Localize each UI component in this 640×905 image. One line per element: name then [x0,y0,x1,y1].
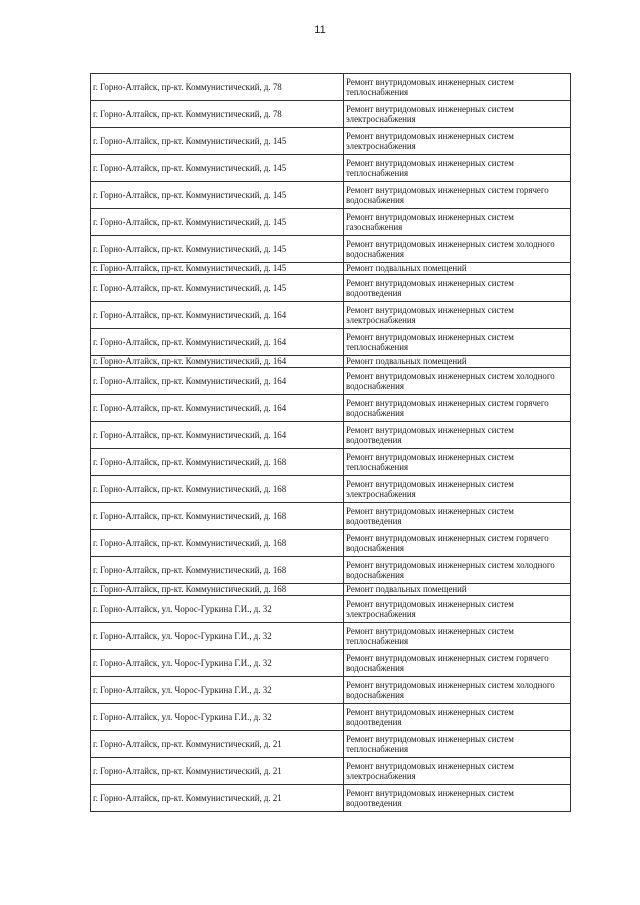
address-cell: г. Горно-Алтайск, ул. Чорос-Гуркина Г.И., д. 32 [91,704,344,731]
address-cell: г. Горно-Алтайск, пр-кт. Коммунистический, д. 164 [91,329,344,356]
work-type-cell: Ремонт внутридомовых инженерных систем электроснабжения [344,596,571,623]
work-type-cell: Ремонт внутридомовых инженерных систем электроснабжения [344,758,571,785]
address-cell: г. Горно-Алтайск, пр-кт. Коммунистический, д. 164 [91,302,344,329]
table-row [91,584,571,596]
table-row [91,236,571,263]
table-row [91,302,571,329]
work-type-cell: Ремонт внутридомовых инженерных систем теплоснабжения [344,155,571,182]
address-cell: г. Горно-Алтайск, пр-кт. Коммунистический, д. 168 [91,503,344,530]
address-cell: г. Горно-Алтайск, пр-кт. Коммунистический, д. 168 [91,557,344,584]
address-cell: г. Горно-Алтайск, ул. Чорос-Гуркина Г.И., д. 32 [91,596,344,623]
work-type-cell: Ремонт внутридомовых инженерных систем теплоснабжения [344,449,571,476]
work-type-cell: Ремонт подвальных помещений [344,263,571,275]
address-cell: г. Горно-Алтайск, ул. Чорос-Гуркина Г.И., д. 32 [91,677,344,704]
work-type-cell: Ремонт внутридомовых инженерных систем горячего водоснабжения [344,395,571,422]
work-type-cell: Ремонт внутридомовых инженерных систем водоотведения [344,704,571,731]
address-cell: г. Горно-Алтайск, пр-кт. Коммунистический, д. 164 [91,395,344,422]
work-type-cell: Ремонт внутридомовых инженерных систем горячего водоснабжения [344,182,571,209]
address-cell: г. Горно-Алтайск, пр-кт. Коммунистический, д. 145 [91,182,344,209]
address-cell: г. Горно-Алтайск, пр-кт. Коммунистический, д. 168 [91,476,344,503]
table-row [91,356,571,368]
work-type-cell: Ремонт внутридомовых инженерных систем водоотведения [344,503,571,530]
address-cell: г. Горно-Алтайск, пр-кт. Коммунистический, д. 164 [91,356,344,368]
address-cell: г. Горно-Алтайск, пр-кт. Коммунистический, д. 168 [91,449,344,476]
works-table-body [91,74,571,812]
table-row [91,785,571,812]
table-row [91,368,571,395]
table-row [91,182,571,209]
work-type-cell: Ремонт внутридомовых инженерных систем электроснабжения [344,101,571,128]
work-type-cell: Ремонт внутридомовых инженерных систем теплоснабжения [344,623,571,650]
work-type-cell: Ремонт внутридомовых инженерных систем теплоснабжения [344,74,571,101]
page-number: 11 [314,24,326,36]
address-cell: г. Горно-Алтайск, пр-кт. Коммунистический, д. 145 [91,209,344,236]
address-cell: г. Горно-Алтайск, пр-кт. Коммунистический, д. 21 [91,731,344,758]
table-row [91,704,571,731]
address-cell: г. Горно-Алтайск, ул. Чорос-Гуркина Г.И., д. 32 [91,650,344,677]
work-type-cell: Ремонт внутридомовых инженерных систем водоотведения [344,785,571,812]
table-row [91,503,571,530]
work-type-cell: Ремонт внутридомовых инженерных систем электроснабжения [344,128,571,155]
address-cell: г. Горно-Алтайск, пр-кт. Коммунистический, д. 78 [91,101,344,128]
table-row [91,422,571,449]
address-cell: г. Горно-Алтайск, пр-кт. Коммунистический, д. 145 [91,155,344,182]
works-table [90,73,571,812]
work-type-cell: Ремонт внутридомовых инженерных систем холодного водоснабжения [344,677,571,704]
work-type-cell: Ремонт внутридомовых инженерных систем горячего водоснабжения [344,530,571,557]
table-row [91,209,571,236]
table-row [91,101,571,128]
work-type-cell: Ремонт подвальных помещений [344,584,571,596]
table-row [91,155,571,182]
table-row [91,329,571,356]
work-type-cell: Ремонт внутридомовых инженерных систем теплоснабжения [344,329,571,356]
address-cell: г. Горно-Алтайск, пр-кт. Коммунистический, д. 145 [91,236,344,263]
address-cell: г. Горно-Алтайск, пр-кт. Коммунистический, д. 78 [91,74,344,101]
table-row [91,275,571,302]
address-cell: г. Горно-Алтайск, пр-кт. Коммунистический, д. 145 [91,128,344,155]
table-row [91,476,571,503]
address-cell: г. Горно-Алтайск, пр-кт. Коммунистический, д. 164 [91,422,344,449]
address-cell: г. Горно-Алтайск, пр-кт. Коммунистический, д. 21 [91,785,344,812]
work-type-cell: Ремонт внутридомовых инженерных систем холодного водоснабжения [344,557,571,584]
table-row [91,263,571,275]
work-type-cell: Ремонт внутридомовых инженерных систем горячего водоснабжения [344,650,571,677]
table-row [91,650,571,677]
address-cell: г. Горно-Алтайск, пр-кт. Коммунистический, д. 164 [91,368,344,395]
work-type-cell: Ремонт внутридомовых инженерных систем водоотведения [344,275,571,302]
work-type-cell: Ремонт подвальных помещений [344,356,571,368]
table-row [91,623,571,650]
table-row [91,758,571,785]
table-row [91,596,571,623]
address-cell: г. Горно-Алтайск, пр-кт. Коммунистический, д. 168 [91,530,344,557]
work-type-cell: Ремонт внутридомовых инженерных систем холодного водоснабжения [344,368,571,395]
table-row [91,677,571,704]
address-cell: г. Горно-Алтайск, пр-кт. Коммунистический, д. 21 [91,758,344,785]
work-type-cell: Ремонт внутридомовых инженерных систем теплоснабжения [344,731,571,758]
work-type-cell: Ремонт внутридомовых инженерных систем электроснабжения [344,302,571,329]
work-type-cell: Ремонт внутридомовых инженерных систем электроснабжения [344,476,571,503]
table-row [91,449,571,476]
table-row [91,731,571,758]
table-row [91,74,571,101]
table-row [91,530,571,557]
table-row [91,128,571,155]
address-cell: г. Горно-Алтайск, ул. Чорос-Гуркина Г.И., д. 32 [91,623,344,650]
table-row [91,395,571,422]
work-type-cell: Ремонт внутридомовых инженерных систем газоснабжения [344,209,571,236]
table-row [91,557,571,584]
address-cell: г. Горно-Алтайск, пр-кт. Коммунистический, д. 145 [91,275,344,302]
work-type-cell: Ремонт внутридомовых инженерных систем водоотведения [344,422,571,449]
work-type-cell: Ремонт внутридомовых инженерных систем холодного водоснабжения [344,236,571,263]
address-cell: г. Горно-Алтайск, пр-кт. Коммунистический, д. 168 [91,584,344,596]
address-cell: г. Горно-Алтайск, пр-кт. Коммунистический, д. 145 [91,263,344,275]
